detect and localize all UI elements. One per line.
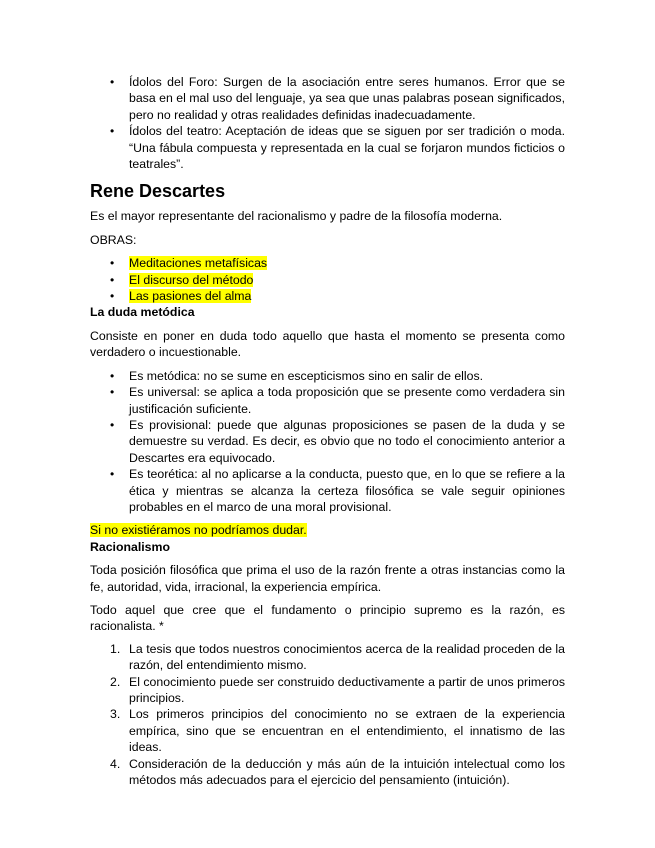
list-text: La tesis que todos nuestros conocimientos acerca de la realidad proceden de la razón, del entendimiento mismo. (129, 641, 565, 673)
obras-label: OBRAS: (90, 232, 137, 247)
list-item: • Es universal: se aplica a toda proposición que se presente como verdadera sin justificación suficiente. (90, 384, 565, 417)
obra-1: Meditaciones metafísicas (129, 256, 268, 271)
list-item (90, 255, 565, 271)
list-text: Los primeros principios del conocimiento no se extraen de la experiencia empírica, sino que se encuentran en el entendimiento, el innatismo de las ideas. (129, 707, 565, 755)
list-number: 4. (110, 756, 121, 771)
list-item (90, 674, 565, 707)
list-item: • Ídolos del teatro: Aceptación de ideas que se siguen por ser tradición o moda. “Una fábula compuesta y representada en la cual se forjaron mundos ficticios o teatrales”. (90, 123, 565, 172)
highlight-quote-line (90, 522, 565, 538)
list-number: 2. (110, 674, 121, 689)
descartes-intro: Es el mayor representante del racionalismo y padre de la filosofía moderna. (90, 209, 503, 224)
list-item (90, 272, 565, 288)
list-item: • Ídolos del Foro: Surgen de la asociación entre seres humanos. Error que se basa en el mal uso del lenguaje, ya sea que unas palabras posean significados, pero no realidad y otras realidades definidas inadecuadamente. (90, 74, 565, 123)
list-number: 3. (110, 707, 121, 722)
list-item (90, 706, 565, 755)
obra-2: El discurso del método (129, 272, 254, 287)
list-item (90, 641, 565, 674)
idolos-list (90, 74, 565, 172)
list-number: 1. (110, 641, 121, 656)
duda-definition: Consiste en poner en duda todo aquello que hasta el momento se presenta como verdadero o incuestionable. (90, 328, 565, 360)
duda-characteristics-list (90, 368, 565, 516)
list-item: • Es provisional: puede que algunas proposiciones se pasen de la duda y se demuestre su verdad. Es decir, es obvio que no todo el conocimiento anterior a Descartes era equivocado. (90, 417, 565, 466)
highlight-quote: Si no existiéramos no podríamos dudar. (90, 523, 307, 538)
list-text: Consideración de la deducción y más aún de la intuición intelectual como los métodos más adecuados para el ejercicio del pensamiento (intuición). (129, 756, 565, 788)
heading-duda-metodica: La duda metódica (90, 305, 195, 320)
list-item: • Es metódica: no se sume en escepticismos sino en salir de ellos. (90, 368, 565, 384)
racionalismo-theses-list (90, 641, 565, 789)
section-title-descartes: Rene Descartes (90, 181, 226, 202)
list-item (90, 756, 565, 789)
heading-racionalismo: Racionalismo (90, 539, 170, 554)
racionalismo-para-1: Toda posición filosófica que prima el uso de la razón frente a otras instancias como la fe, autoridad, vida, irracional, la experiencia empírica. (90, 563, 565, 594)
obra-3: Las pasiones del alma (129, 289, 252, 304)
racionalismo-para-2: Todo aquel que cree que el fundamento o principio supremo es la razón, es racionalista. * (90, 602, 565, 634)
list-item (90, 288, 565, 304)
list-text: El conocimiento puede ser construido deductivamente a partir de unos primeros principios. (129, 674, 565, 705)
list-item: • Es teorética: al no aplicarse a la conducta, puesto que, en lo que se refiere a la ética y mientras se alcanza la certeza filosófica se vale seguir opiniones probables en el marco de una moral provisional. (90, 466, 565, 515)
obras-list (90, 255, 565, 304)
document-page (90, 74, 565, 788)
